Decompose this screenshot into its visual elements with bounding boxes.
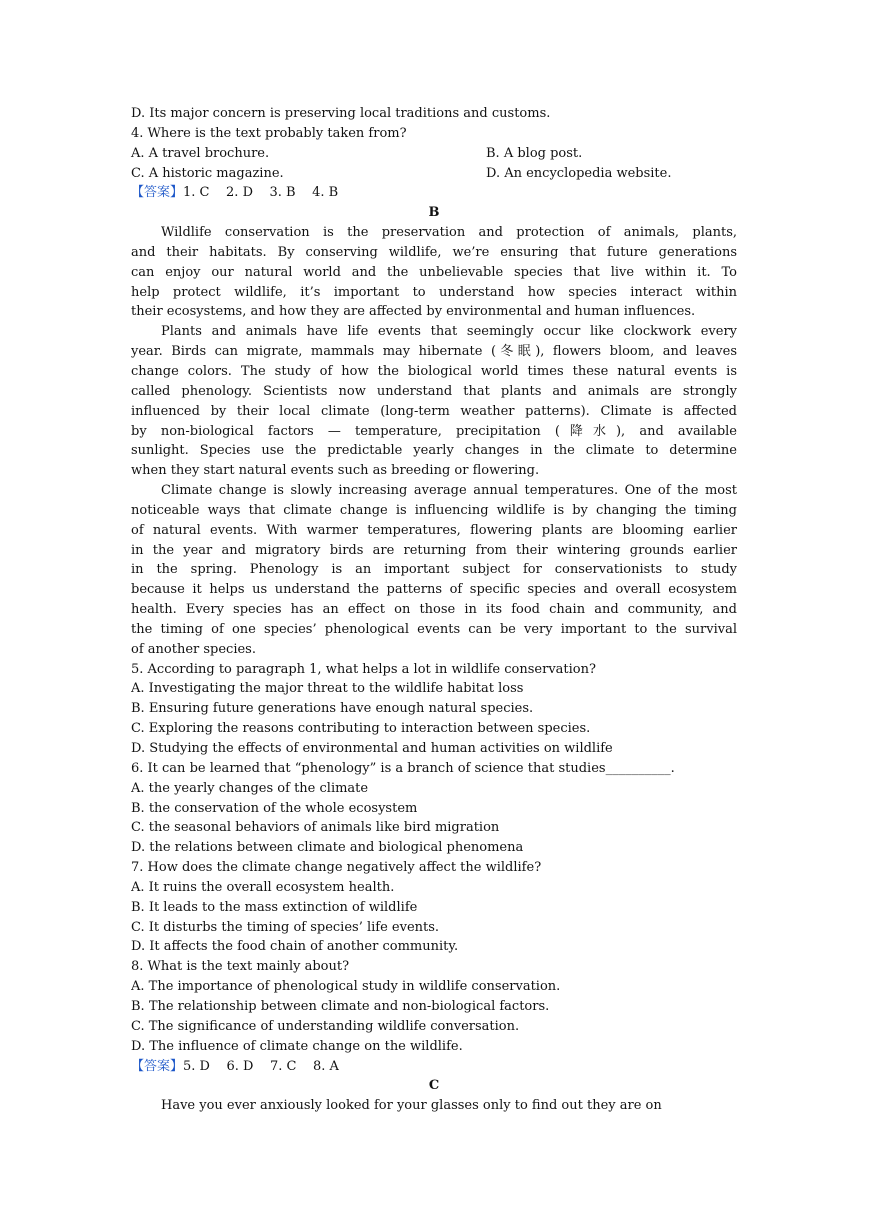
answer-tag: 【答案】: [131, 1058, 184, 1074]
question-4: 4. Where is the text probably taken from?: [131, 125, 407, 141]
option: C. Exploring the reasons contributing to interaction between species.: [131, 721, 591, 737]
q4-option-a: A. A travel brochure.: [131, 145, 270, 161]
option: D. Studying the effects of environmental and human activities on wildlife: [131, 741, 613, 756]
paragraph-line: when they start natural events such as breeding or flowering.: [131, 463, 540, 479]
section-b-paragraph-3: [131, 481, 737, 660]
paragraph-line: noticeable ways that climate change is influencing wildlife is by changing the timing: [131, 502, 737, 518]
paragraph-line: of another species.: [131, 641, 256, 657]
option: A. The importance of phenological study in wildlife conservation.: [131, 979, 561, 995]
paragraph-line: Have you ever anxiously looked for your glasses only to find out they are on: [161, 1098, 662, 1114]
paragraph-line: of natural events. With warmer temperatures, flowering plants are blooming earlier: [131, 522, 737, 538]
option: D. the relations between climate and biological phenomena: [131, 840, 524, 856]
q4-option-d: D. An encyclopedia website.: [486, 165, 672, 181]
answer-line-a: [131, 183, 737, 203]
q3-option-d: D. Its major concern is preserving local traditions and customs.: [131, 106, 551, 121]
question: 5. According to paragraph 1, what helps a lot in wildlife conservation?: [131, 661, 596, 677]
q4-option-c: C. A historic magazine.: [131, 165, 284, 181]
question: 8. What is the text mainly about?: [131, 959, 350, 975]
paragraph-line: year. Birds can migrate, mammals may hibernate (冬眠), flowers bloom, and leaves: [131, 344, 737, 360]
paragraph-line: Climate change is slowly increasing average annual temperatures. One of the most: [161, 483, 737, 499]
paragraph-line: and their habitats. By conserving wildlife, we’re ensuring that future generations: [131, 244, 737, 260]
option: C. the seasonal behaviors of animals like bird migration: [131, 820, 500, 836]
section-c-heading: C: [428, 1078, 440, 1094]
paragraph-line: health. Every species has an effect on those in its food chain and community, and: [131, 602, 737, 618]
paragraph-line: their ecosystems, and how they are affected by environmental and human influences.: [131, 304, 696, 320]
section-b-paragraph-1: [131, 223, 737, 322]
answer-text: 5. D 6. D 7. C 8. A: [183, 1058, 339, 1074]
q4-option-b: B. A blog post.: [486, 145, 583, 161]
paragraph-line: in the spring. Phenology is an important subject for conservationists to study: [131, 562, 737, 578]
question: 7. How does the climate change negatively affect the wildlife?: [131, 860, 542, 876]
section-b-paragraph-2: [131, 322, 737, 481]
option: A. It ruins the overall ecosystem health.: [131, 879, 395, 895]
option: B. Ensuring future generations have enough natural species.: [131, 701, 534, 717]
answer-line-b: [131, 1057, 737, 1077]
option: D. It affects the food chain of another community.: [131, 939, 459, 955]
section-b-heading: B: [428, 205, 440, 221]
paragraph-line: in the year and migratory birds are returning from their wintering grounds earlier: [131, 542, 737, 558]
option: B. It leads to the mass extinction of wildlife: [131, 899, 418, 915]
option: B. The relationship between climate and non-biological factors.: [131, 998, 550, 1014]
option: A. Investigating the major threat to the wildlife habitat loss: [131, 681, 524, 697]
question: 6. It can be learned that “phenology” is a branch of science that studies__________.: [131, 760, 675, 776]
paragraph-line: the timing of one species’ phenological events can be very important to the survival: [131, 621, 737, 637]
paragraph-line: help protect wildlife, it’s important to understand how species interact within: [131, 284, 737, 300]
option: C. The significance of understanding wildlife conversation.: [131, 1018, 520, 1034]
section-c-paragraph-1: [131, 1096, 737, 1116]
paragraph-line: change colors. The study of how the biological world times these natural events is: [131, 363, 737, 379]
option: D. The influence of climate change on the wildlife.: [131, 1038, 463, 1054]
q4-options-row-2: [131, 164, 737, 184]
section-b-questions: [131, 660, 737, 1057]
option: B. the conservation of the whole ecosystem: [131, 800, 418, 816]
paragraph-line: can enjoy our natural world and the unbelievable species that live within it. To: [131, 264, 737, 280]
paragraph-line: influenced by their local climate (long-term weather patterns). Climate is affected: [131, 403, 737, 419]
q4-options-row-1: [131, 144, 737, 164]
paragraph-line: Wildlife conservation is the preservation and protection of animals, plants,: [161, 225, 737, 241]
answer-text: 1. C 2. D 3. B 4. B: [183, 185, 339, 201]
paragraph-line: called phenology. Scientists now understand that plants and animals are strongly: [131, 383, 737, 399]
paragraph-line: because it helps us understand the patterns of specific species and overall ecosystem: [131, 582, 737, 598]
paragraph-line: Plants and animals have life events that seemingly occur like clockwork every: [161, 324, 737, 340]
paragraph-line: sunlight. Species use the predictable yearly changes in the climate to determine: [131, 443, 737, 459]
document-page: [131, 104, 737, 1116]
answer-tag: 【答案】: [131, 185, 184, 201]
option: A. the yearly changes of the climate: [131, 780, 369, 796]
paragraph-line: by non-biological factors — temperature, precipitation (降水), and available: [131, 423, 737, 439]
option: C. It disturbs the timing of species’ life events.: [131, 919, 440, 935]
